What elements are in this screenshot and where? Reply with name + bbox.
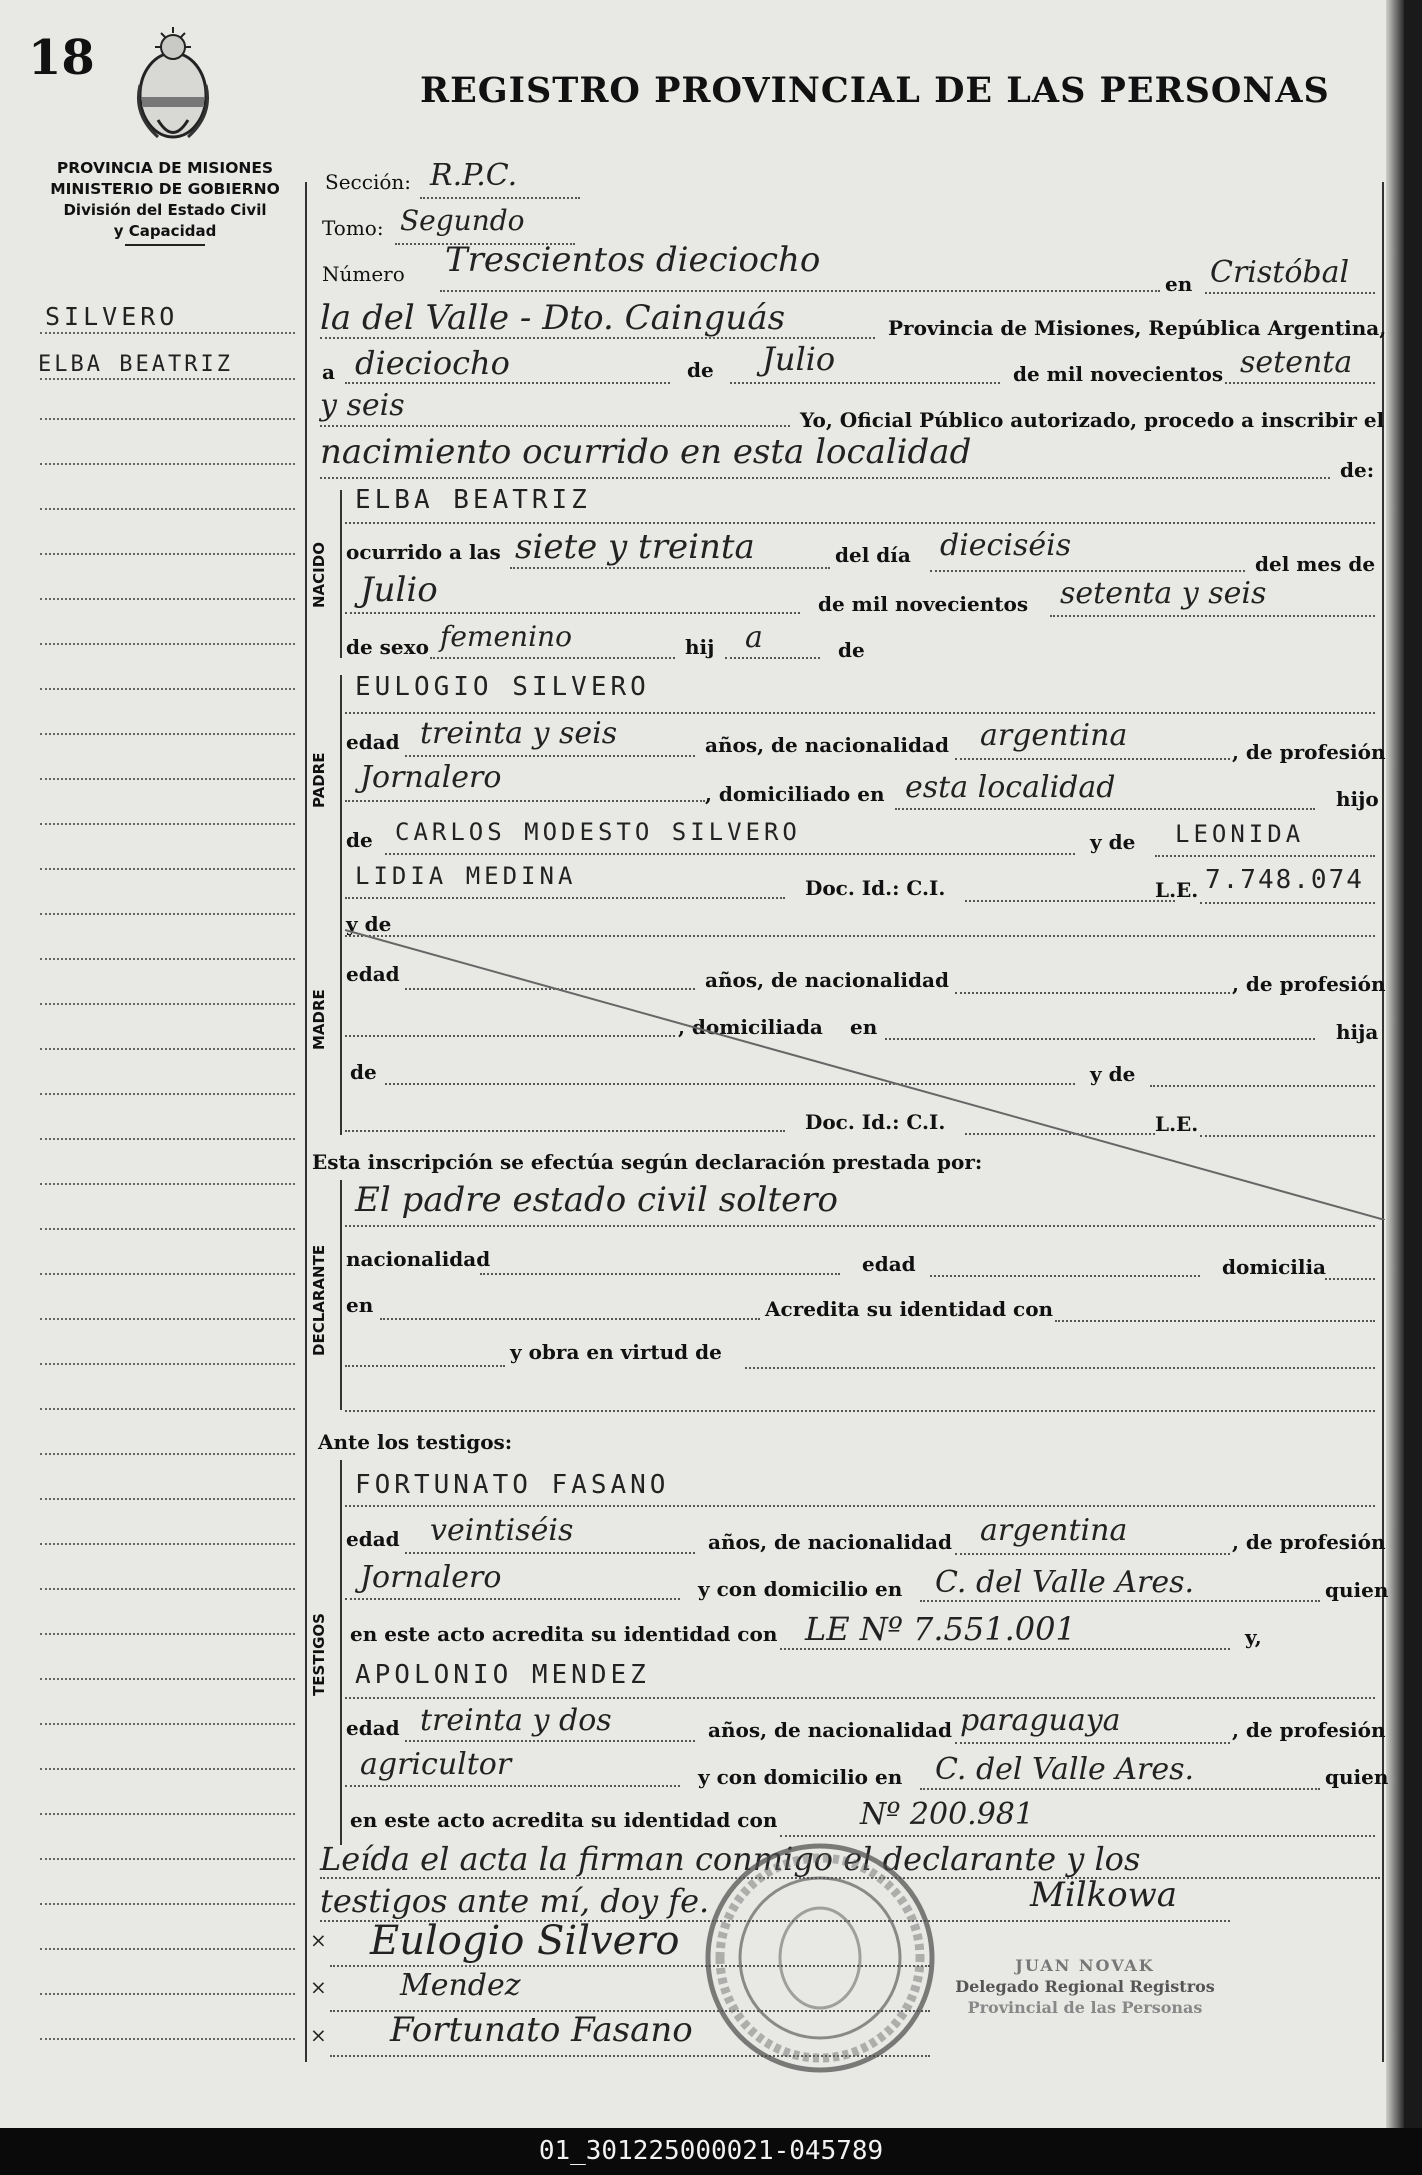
y-de-label: y de xyxy=(1090,830,1136,854)
profesion-label: , de profesión xyxy=(1232,740,1386,764)
testigo2-acredita-label: en este acto acredita su identidad con xyxy=(350,1808,778,1832)
testigo2-domicilio-label: y con domicilio en xyxy=(698,1765,903,1789)
delegate-line-2: Provincial de las Personas xyxy=(967,1998,1203,2017)
numero-label: Número xyxy=(322,262,405,286)
oficial-label: Yo, Oficial Público autorizado, procedo a inscribir el xyxy=(800,408,1385,432)
madre-doc-id-label: Doc. Id.: C.I. xyxy=(805,1110,946,1134)
nacido-mes: Julio xyxy=(360,570,438,610)
mes-value: Julio xyxy=(762,340,836,378)
padre-nombre: EULOGIO SILVERO xyxy=(355,672,650,702)
mil-novecientos-label-2: de mil novecientos xyxy=(818,592,1029,616)
testigo2-edad: treinta y dos xyxy=(420,1703,612,1738)
delegate-block xyxy=(935,1955,1235,2018)
domiciliada-en-label: en xyxy=(850,1015,878,1039)
localidad-value: la del Valle - Dto. Cainguás xyxy=(320,298,786,338)
madre-profesion-label: , de profesión xyxy=(1232,972,1386,996)
margin-surname: SILVERO xyxy=(45,302,179,331)
testigo2-quien-label: quien xyxy=(1325,1765,1389,1789)
a-label: a xyxy=(322,360,335,384)
ante-label: Ante los testigos: xyxy=(318,1430,513,1454)
del-dia-label: del día xyxy=(835,543,911,567)
madre-y-de-label-2: y de xyxy=(1090,1062,1136,1086)
nacido-bracket xyxy=(340,490,342,658)
testigo1-nacionalidad: argentina xyxy=(980,1513,1128,1548)
hij-label: hij xyxy=(685,635,715,659)
domiciliada-label: , domiciliada xyxy=(678,1015,823,1039)
ministry-line: MINISTERIO DE GOBIERNO xyxy=(50,180,280,198)
declarante-bracket xyxy=(340,1180,342,1410)
le-label: L.E. xyxy=(1155,878,1199,902)
delegate-name: JUAN NOVAK xyxy=(1015,1956,1155,1975)
nacido-anio: setenta y seis xyxy=(1060,576,1267,611)
padre-edad: treinta y seis xyxy=(420,716,618,751)
declarante-label: DECLARANTE xyxy=(310,1244,328,1356)
seccion-label: Sección: xyxy=(325,170,411,194)
padre-profesion: Jornalero xyxy=(360,760,502,795)
testigo1-doc: LE Nº 7.551.001 xyxy=(805,1610,1076,1648)
madre-bracket xyxy=(340,905,342,1135)
madre-le-label: L.E. xyxy=(1155,1112,1199,1136)
nacido-dia: dieciséis xyxy=(940,528,1072,563)
closing-line-2: testigos ante mí, doy fe. xyxy=(320,1882,710,1920)
anio-b-value: y seis xyxy=(320,388,405,423)
testigos-label: TESTIGOS xyxy=(310,1613,328,1697)
delegate-line-1: Delegado Regional Registros xyxy=(955,1977,1215,1996)
sexo-label: de sexo xyxy=(346,635,429,659)
coat-of-arms-icon xyxy=(128,25,218,150)
dia-value: dieciocho xyxy=(355,344,510,382)
padre-domicilio: esta localidad xyxy=(905,770,1116,805)
signature-declarante: Eulogio Silvero xyxy=(370,1918,680,1964)
padre-label: PADRE xyxy=(310,752,328,808)
page-number: 18 xyxy=(28,30,95,86)
padre-nacionalidad: argentina xyxy=(980,718,1128,753)
madre-edad-label: edad xyxy=(346,962,400,986)
official-signature: Milkowa xyxy=(1030,1875,1178,1915)
testigo2-nac-label: años, de nacionalidad xyxy=(708,1718,952,1742)
official-stamp-icon xyxy=(700,1838,940,2078)
testigo2-nombre: APOLONIO MENDEZ xyxy=(355,1660,650,1690)
declarante-en-label: en xyxy=(346,1293,374,1317)
margin-divider xyxy=(305,182,307,2062)
mark-x: × xyxy=(310,1928,327,1952)
numero-value: Trescientos dieciocho xyxy=(445,240,821,280)
nacionalidad-label: años, de nacionalidad xyxy=(705,733,949,757)
declarante-nacionalidad-label: nacionalidad xyxy=(346,1247,491,1271)
testigo2-nacionalidad: paraguaya xyxy=(960,1703,1121,1738)
tomo-value: Segundo xyxy=(400,204,525,237)
abuela-nombre-b: LIDIA MEDINA xyxy=(355,862,577,890)
hora-value: siete y treinta xyxy=(515,527,755,567)
testigo1-edad: veintiséis xyxy=(430,1513,574,1548)
page-edge-shadow xyxy=(1386,0,1404,2128)
hij-value: a xyxy=(745,620,763,655)
ministry-header xyxy=(30,158,300,246)
testigo1-acredita-label: en este acto acredita su identidad con xyxy=(350,1622,778,1646)
scan-id-footer: 01_301225000021-045789 xyxy=(0,2128,1422,2175)
testigo1-domicilio: C. del Valle Ares. xyxy=(935,1565,1195,1600)
de-label-3: de xyxy=(346,828,373,852)
provincia-label: Provincia de Misiones, República Argentina, xyxy=(888,316,1387,340)
nacido-nombre: ELBA BEATRIZ xyxy=(355,485,591,515)
declarante-domicilia-label: domicilia xyxy=(1222,1255,1327,1279)
abuelo-nombre: CARLOS MODESTO SILVERO xyxy=(395,818,801,846)
divider xyxy=(125,244,205,246)
closing-line-1: Leída el acta la firman conmigo el declarante y los xyxy=(320,1840,1141,1878)
hija-label: hija xyxy=(1336,1020,1379,1044)
ministry-line: PROVINCIA DE MISIONES xyxy=(56,159,274,177)
nacido-label: NACIDO xyxy=(310,542,328,608)
de-label-2: de xyxy=(838,638,865,662)
testigo2-profesion: agricultor xyxy=(360,1747,512,1782)
madre-label: MADRE xyxy=(310,989,328,1051)
sexo-value: femenino xyxy=(440,620,572,653)
ministry-line: División del Estado Civil xyxy=(63,201,267,219)
madre-y-de-label: y de xyxy=(346,912,392,936)
seccion-value: R.P.C. xyxy=(430,158,518,193)
hijo-label: hijo xyxy=(1336,787,1379,811)
doc-id-label: Doc. Id.: C.I. xyxy=(805,876,946,900)
mark-x: × xyxy=(310,2023,327,2047)
declarante-edad-label: edad xyxy=(862,1252,916,1276)
domiciliado-label: , domiciliado en xyxy=(705,782,885,806)
ministry-line: y Capacidad xyxy=(113,222,217,240)
signature-testigo-2: Mendez xyxy=(400,1968,521,2003)
testigos-bracket xyxy=(340,1460,342,1845)
madre-de-label: de xyxy=(350,1060,377,1084)
testigo2-edad-label: edad xyxy=(346,1716,400,1740)
madre-cancel-line xyxy=(345,920,1385,1220)
acta-value: nacimiento ocurrido en esta localidad xyxy=(320,432,972,472)
testigo1-nac-label: años, de nacionalidad xyxy=(708,1530,952,1554)
testigo1-profesion-label: , de profesión xyxy=(1232,1530,1386,1554)
en-label: en xyxy=(1165,272,1193,296)
testigo1-domicilio-label: y con domicilio en xyxy=(698,1577,903,1601)
mil-novecientos-label: de mil novecientos xyxy=(1013,362,1224,386)
tomo-label: Tomo: xyxy=(322,216,384,240)
del-mes-label: del mes de xyxy=(1255,552,1376,576)
testigo1-nombre: FORTUNATO FASANO xyxy=(355,1470,670,1500)
testigo2-domicilio: C. del Valle Ares. xyxy=(935,1752,1195,1787)
madre-nacionalidad-label: años, de nacionalidad xyxy=(705,968,949,992)
en-value: Cristóbal xyxy=(1210,255,1350,290)
margin-given-names: ELBA BEATRIZ xyxy=(38,352,233,377)
inscripcion-label: Esta inscripción se efectúa según declaración prestada por: xyxy=(312,1150,983,1174)
testigo1-y-label: y, xyxy=(1245,1625,1262,1649)
abuela-nombre-a: LEONIDA xyxy=(1175,820,1305,848)
acredita-label: Acredita su identidad con xyxy=(765,1297,1054,1321)
testigo1-quien-label: quien xyxy=(1325,1578,1389,1602)
padre-le: 7.748.074 xyxy=(1205,865,1364,895)
testigo2-profesion-label: , de profesión xyxy=(1232,1718,1386,1742)
anio-a-value: setenta xyxy=(1240,345,1353,380)
obra-label: y obra en virtud de xyxy=(510,1340,722,1364)
declarante-texto: El padre estado civil soltero xyxy=(355,1180,839,1220)
testigo1-profesion: Jornalero xyxy=(360,1560,502,1595)
mark-x: × xyxy=(310,1975,327,1999)
signature-testigo-1: Fortunato Fasano xyxy=(390,2010,693,2050)
padre-bracket xyxy=(340,675,342,905)
document-title: REGISTRO PROVINCIAL DE LAS PERSONAS xyxy=(420,70,1330,111)
testigo2-doc: Nº 200.981 xyxy=(860,1797,1034,1832)
edad-label: edad xyxy=(346,730,400,754)
testigo1-edad-label: edad xyxy=(346,1527,400,1551)
de-label: de xyxy=(687,358,714,382)
de-colon-label: de: xyxy=(1340,458,1375,482)
ocurrido-label: ocurrido a las xyxy=(346,540,501,564)
